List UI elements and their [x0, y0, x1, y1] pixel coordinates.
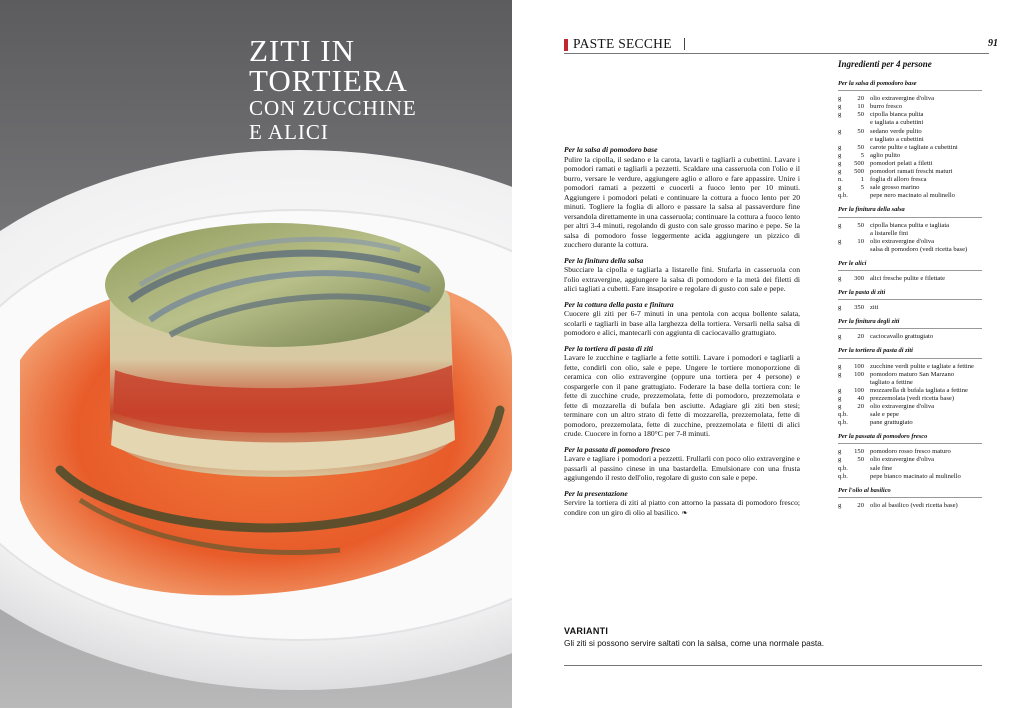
method-heading: Per la presentazione [564, 488, 628, 498]
ingredient-unit: g [838, 237, 842, 245]
ingredient-quantity: 20 [857, 333, 864, 341]
ingredient-name: sale fine [870, 464, 893, 472]
ingredient-groups [838, 80, 982, 510]
method-text: Pulire la cipolla, il sedano e la carota, lavarli e tagliarli a cubettini. Lavare i pomodori ramati e tagliarli a pezzetti. Scaldare una casseruola con l'olio e il burro, versare le verdure, aggiungere aglio e alloro e fare appassire. Unire i pomodori ramati a pezzetti e cuocerli a fuoco lento per 10 minuti. Aggiungere i pomodori pelati e continuare la cottura a fuoco lento per 20 minuti. Togliere la foglia di alloro e passare la salsa al passaverdure fine versandola direttamente in una casseruola; continuare la cottura a fuoco lento per altri 3-4 minuti, regolando di gusto con sale grosso marino e pepe. Se la salsa di pomodoro fosse leggermente acida aggiungere un pizzico di zucchero durante la cottura. [564, 154, 800, 249]
ingredient-quantity: 40 [857, 394, 864, 402]
variants-rule [564, 665, 982, 666]
ingredient-quantity: 100 [854, 362, 864, 370]
method-text: Cuocere gli ziti per 6-7 minuti in una pentola con acqua bollente salata, scolarli e tagliarli in base alla larghezza della tortiera. Versarli nella salsa di pomodoro e alici, mantecarli con aggiunta di caciocavallo grattugiato. [564, 309, 800, 337]
ingredient-name: olio extravergine d'oliva [870, 95, 935, 103]
ingredient-name: prezzemolata (vedi ricetta base) [870, 394, 955, 402]
ingredient-name: olio al basilico (vedi ricetta base) [870, 501, 958, 509]
ingredient-quantity: 20 [857, 403, 864, 410]
ingredient-unit: g [838, 304, 842, 312]
ingredient-name: carote pulite e tagliate a cubettini [870, 143, 958, 151]
ingredient-name: burro fresco [870, 103, 903, 111]
ingredient-row [838, 192, 982, 200]
ingredient-quantity: 50 [857, 111, 864, 119]
title-line-4: E ALICI [249, 120, 329, 144]
ingredient-row [838, 333, 982, 341]
ingredient-unit [838, 230, 850, 238]
ingredient-unit: g [838, 184, 842, 192]
ingredient-row [838, 238, 982, 246]
ingredient-unit: q.b. [838, 472, 848, 480]
ingredient-quantity: 350 [854, 304, 864, 312]
method-text: Sbucciare la cipolla e tagliarla a listarelle fini. Stufarla in casseruola con l'olio extravergine, aggiungere la salsa di pomodoro e la metà dei filetti di alici tagliati a cubetti. Fare insaporire e regolare di gusto con sale e pepe. [564, 265, 800, 293]
ingredient-group-heading: Per l'olio al basilico [838, 487, 982, 498]
ingredient-unit: q.b. [838, 411, 848, 419]
ingredient-row [838, 379, 982, 387]
method-text: Servire la tortiera di ziti al piatto con attorno la passata di pomodoro fresco; condire con un giro di olio al basilico. ❧ [564, 498, 800, 517]
ingredient-name: tagliato a fettine [870, 378, 913, 386]
ingredient-name: pane grattugiato [870, 419, 913, 427]
ingredient-unit: g [838, 111, 842, 119]
ingredient-row [838, 275, 982, 283]
ingredient-name: zucchine verdi pulite e tagliate a fettine [870, 362, 974, 370]
header-rule [564, 53, 989, 54]
ingredient-row [838, 222, 982, 230]
ingredient-unit: n. [838, 176, 843, 184]
method-heading: Per la salsa di pomodoro base [564, 145, 658, 154]
ingredient-unit: q.b. [838, 464, 848, 472]
ingredient-quantity [850, 473, 870, 481]
ingredient-unit: g [838, 143, 842, 151]
ingredient-group-heading: Per la tortiera di pasta di ziti [838, 347, 982, 358]
method-heading: Per la cottura della pasta e finitura [564, 299, 674, 309]
ingredient-row [838, 144, 982, 152]
ingredient-group-heading: Per le alici [838, 260, 982, 271]
ingredient-row [838, 363, 982, 371]
ingredient-group-heading: Per la finitura della salsa [838, 206, 982, 217]
ingredient-row [838, 371, 982, 379]
ingredient-row [838, 304, 982, 312]
ingredient-quantity: 50 [857, 143, 864, 151]
ingredient-unit: g [838, 103, 842, 111]
ingredient-name: ziti [870, 304, 879, 312]
ingredient-row [838, 136, 982, 144]
ingredient-unit: q.b. [838, 419, 848, 427]
variants-text: Gli ziti si possono servire saltati con la salsa, come una normale pasta. [564, 638, 825, 648]
section-header [564, 36, 1024, 56]
ingredient-unit: g [838, 386, 842, 394]
ingredient-quantity: 300 [854, 274, 864, 282]
ingredient-row [838, 160, 982, 168]
ingredients-title: Ingredienti per 4 persone [838, 59, 932, 69]
ingredient-name: pomodoro rosso fresco maturo [870, 448, 951, 456]
title-line-2: TORTIERA [249, 63, 408, 98]
ingredient-unit [838, 136, 850, 144]
ingredient-quantity [850, 411, 870, 419]
ingredient-row [838, 419, 982, 427]
ingredient-unit: g [838, 403, 842, 410]
header-separator [684, 38, 685, 50]
ingredient-name: pepe bianco macinato al mulinello [870, 472, 961, 480]
method-column [564, 145, 800, 517]
ingredient-quantity [850, 230, 870, 238]
ingredient-unit: g [838, 362, 842, 370]
method-heading: Per la tortiera di pasta di ziti [564, 343, 654, 353]
ingredient-name: salsa di pomodoro (vedi ricetta base) [870, 245, 968, 253]
ingredient-quantity: 20 [857, 501, 864, 509]
ingredient-quantity [850, 419, 870, 427]
ingredient-unit: g [838, 95, 842, 103]
ingredient-name: caciocavallo grattugiato [870, 333, 934, 341]
ingredient-row [838, 103, 982, 111]
method-text: Lavare e tagliare i pomodori a pezzetti. Frullarli con poco olio extravergine e passarli al passino cinese in una bastardella. Emulsionare con una frusta aggiungendo il resto dell'olio, regolare di gusto con sale e pepe. [564, 454, 800, 482]
ingredient-row [838, 403, 982, 411]
ingredient-name: cipolla bianca pulita [870, 111, 924, 119]
ingredient-quantity: 10 [857, 103, 864, 111]
ingredient-group-heading: Per la passata di pomodoro fresco [838, 433, 982, 444]
ingredient-row [838, 246, 982, 254]
ingredient-unit: g [838, 127, 842, 135]
ingredient-quantity: 100 [854, 370, 864, 378]
ingredient-unit: g [838, 151, 842, 159]
method-heading: Per la passata di pomodoro fresco [564, 444, 671, 454]
ingredient-quantity: 10 [857, 237, 864, 245]
ingredient-row [838, 465, 982, 473]
ingredient-unit [838, 379, 850, 387]
ingredient-unit: g [838, 168, 842, 176]
ingredient-unit: g [838, 501, 842, 509]
ingredient-quantity: 20 [857, 95, 864, 103]
variants-title: VARIANTI [564, 626, 609, 636]
section-marker [564, 39, 568, 51]
ingredient-row [838, 502, 982, 510]
ingredient-name: pomodori pelati a filetti [870, 159, 933, 167]
ingredient-name: pepe nero macinato al mulinello [870, 192, 955, 200]
ingredient-name: e tagliata a cubettini [870, 119, 924, 127]
ingredient-quantity: 50 [857, 221, 864, 229]
ingredient-row [838, 230, 982, 238]
ingredient-quantity: 100 [854, 386, 864, 394]
ingredient-name: sale grosso marino [870, 184, 920, 192]
ingredient-quantity: 5 [860, 184, 864, 192]
variants-box [564, 626, 984, 648]
ingredient-row [838, 448, 982, 456]
ingredient-name: a listarelle fini [870, 229, 909, 237]
ingredient-unit: g [838, 333, 842, 341]
ingredient-row [838, 119, 982, 127]
ingredient-row [838, 395, 982, 403]
ingredient-quantity [850, 192, 870, 200]
ingredients-column [838, 60, 982, 510]
ingredient-unit: g [838, 456, 842, 464]
ingredient-quantity: 150 [854, 448, 864, 456]
recipe-page [512, 0, 1024, 708]
ingredient-name: aglio pulito [870, 151, 901, 159]
ingredient-unit [838, 119, 850, 127]
page-number: 91 [988, 38, 998, 49]
ingredient-unit: g [838, 370, 842, 378]
ingredient-unit: g [838, 394, 842, 402]
ingredient-group-heading: Per la finitura degli ziti [838, 318, 982, 329]
recipe-title [249, 33, 417, 144]
ingredient-row [838, 473, 982, 481]
ingredient-group-heading: Per la salsa di pomodoro base [838, 80, 982, 91]
ingredient-row [838, 456, 982, 464]
ingredient-row [838, 184, 982, 192]
ingredient-quantity [850, 136, 870, 144]
ingredient-name: pomodori ramati freschi maturi [870, 168, 953, 176]
ingredient-quantity [850, 465, 870, 473]
ingredient-name: cipolla bianca pulita e tagliata [870, 221, 950, 229]
method-heading: Per la finitura della salsa [564, 255, 644, 265]
ingredient-unit [838, 246, 850, 254]
ingredient-name: sedano verde pulito [870, 127, 922, 135]
ingredient-name: alici fresche pulite e filettate [870, 274, 946, 282]
ingredient-unit: g [838, 274, 842, 282]
ingredient-unit: g [838, 221, 842, 229]
ingredient-unit: g [838, 448, 842, 456]
ingredient-quantity: 1 [860, 176, 864, 184]
ingredient-name: sale e pepe [870, 411, 899, 419]
ingredient-name: olio extravergine d'oliva [870, 403, 935, 410]
ingredient-unit: q.b. [838, 192, 848, 200]
ingredient-unit: g [838, 159, 842, 167]
ingredient-row [838, 387, 982, 395]
ingredient-quantity [850, 119, 870, 127]
ingredient-row [838, 411, 982, 419]
ingredient-quantity [850, 246, 870, 254]
ingredient-name: e tagliato a cubettini [870, 135, 924, 143]
section-title: PASTE SECCHE [573, 36, 672, 51]
ingredient-name: olio extravergine d'oliva [870, 456, 935, 464]
ingredient-row [838, 152, 982, 160]
ingredient-group-heading: Per la pasta di ziti [838, 289, 982, 300]
ingredient-quantity: 50 [857, 456, 864, 464]
ingredient-name: olio extravergine d'oliva [870, 237, 935, 245]
ingredient-name: mozzarella di bufala tagliata a fettine [870, 386, 968, 394]
ingredient-quantity: 5 [860, 151, 864, 159]
ingredient-row [838, 95, 982, 103]
ingredient-row [838, 176, 982, 184]
title-line-3: CON ZUCCHINE [249, 96, 417, 120]
ingredient-quantity [850, 379, 870, 387]
ingredient-name: pomodoro maturo San Marzano [870, 370, 955, 378]
ingredient-quantity: 500 [854, 159, 864, 167]
ingredient-row [838, 128, 982, 136]
ingredient-name: foglia di alloro fresca [870, 176, 927, 184]
title-line-1: ZITI IN [249, 33, 355, 68]
ingredient-row [838, 168, 982, 176]
ingredient-quantity: 500 [854, 168, 864, 176]
ingredient-row [838, 111, 982, 119]
method-text: Lavare le zucchine e tagliarle a fette sottili. Lavare i pomodori e tagliarli a fette, condirli con olio, sale e pepe. Ungere le tortiere monoporzione di ceramica con olio extravergine (oppure una tortiera per 4 persone) e cospargerle con il pane grattugiato. Foderare la base della tortiera con: le fette di zucchine crude, prezzemolata, fette di pomodoro, prezzemolata e fette di mozzarella di bufala ben asciutte. Adagiare gli ziti ben stesi; terminare con un altro strato di fette di mozzarella, prezzemolata, fette di pomodoro, prezzemolata, fette di zucchine, prezzemolata e filetti di alici crude. Cuocere in forno a 180°C per 7-8 minuti. [564, 353, 800, 438]
ingredient-quantity: 50 [857, 127, 864, 135]
